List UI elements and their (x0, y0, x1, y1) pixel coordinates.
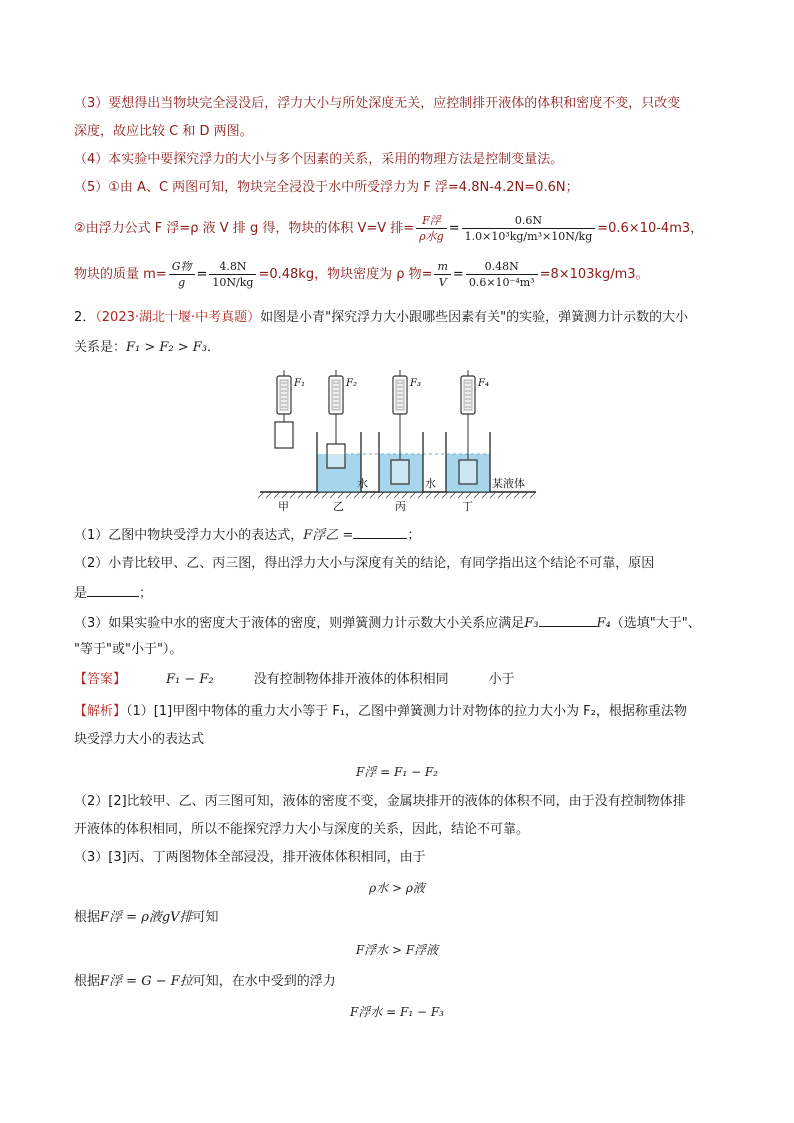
paragraph-5-line-2: ②由浮力公式 F 浮=ρ 液 V 排 g 得，物块的体积 V=V 排= $\frac{\text{F浮}}{\text{ρ水g}}$ = $\frac{0.6N}{\text{1.0×10³kg/m³×10N/kg}}$ =0.6×10-4m3， (74, 214, 704, 243)
answer-line (74, 670, 734, 690)
force-relation: F₁ > F₂ > F₃ (126, 340, 208, 355)
sub-question-2-line-1: （2）小青比较甲、乙、丙三图，得出浮力大小与深度有关的结论，有同学指出这个结论不可靠，原因 (74, 556, 655, 571)
caption-jia: 甲 (278, 500, 289, 513)
question-source: （2023·湖北十堰·中考真题） (95, 310, 261, 325)
sub-question-3-line-1: （3）如果实验中水的密度大于液体的密度，则弹簧测力计示数大小关系应满足F₃ F₄（选填"大于"、 (74, 612, 734, 634)
analysis-line-6: 根据F浮 = ρ液gV排可知 (74, 910, 219, 925)
spring-scale-1 (277, 370, 305, 427)
sub-question-3-line-2: "等于"或"小于"）。 (74, 642, 183, 657)
answer-blank-2[interactable] (87, 582, 139, 597)
gauge-label-4: F₄ (478, 378, 489, 389)
liquid-label-other: 某液体 (492, 477, 525, 490)
volume-result: =0.6×10-4m3， (597, 221, 704, 236)
experiment-figure (254, 368, 544, 514)
paragraph-5-line-1: （5）①由 A、C 两图可知，物块完全浸没于水中所受浮力为 F 浮=4.8N-4.2N=0.6N； (74, 180, 579, 195)
analysis-line-1: 【解析】（1）[1]甲图中物体的重力大小等于 F₁，乙图中弹簧测力计对物体的拉力大小为 F₂，根据称重法物 (74, 704, 687, 719)
paragraph-3-line-1: （3）要想得出当物块完全浸没后，浮力大小与所处深度无关，应控制排开液体的体积和密度不变，只改变 (74, 96, 681, 111)
equation-2: ρ水 > ρ液 (369, 881, 425, 895)
analysis-line-3: （2）[2]比较甲、乙、丙三图可知，液体的密度不变，金属块排开的液体的体积不同，由于没有控制物体排 (74, 794, 686, 809)
paragraph-3-line-2: 深度，故应比较 C 和 D 两图。 (74, 124, 253, 139)
spring-scale-2 (329, 370, 357, 444)
fraction-volume-values: $\frac{0.6N}{\text{1.0×10³kg/m³×10N/kg}}$ (462, 213, 596, 244)
fraction-density-values: $\frac{0.48N}{\text{0.6×10⁻⁴m³}}$ (466, 259, 538, 290)
question-2-stem-line-2: 关系是：F₁ > F₂ > F₃． (74, 340, 221, 355)
block-jia (275, 422, 293, 448)
question-2-stem-line-1: 2．（2023·湖北十堰·中考真题）如图是小青"探究浮力大小跟哪些因素有关"的实验，弹簧测力计示数的大小 (74, 310, 689, 325)
block-yi (327, 444, 345, 468)
volume-formula-prefix: ②由浮力公式 F 浮=ρ 液 V 排 g 得，物块的体积 V=V 排= (74, 221, 415, 236)
equation-1: F浮 = F₁ − F₂ (356, 765, 438, 779)
analysis-line-7: 根据F浮 = G − F拉可知，在水中受到的浮力 (74, 974, 336, 989)
analysis-line-2: 块受浮力大小的表达式 (74, 732, 205, 747)
answer-2: 没有控制物体排开液体的体积相同 (253, 672, 449, 687)
fraction-m-over-v: $\frac{m}{V}$ (434, 259, 450, 290)
analysis-line-4: 开液体的体积相同，所以不能探究浮力大小与深度的关系，因此，结论不可靠。 (74, 822, 530, 837)
spring-scale-3 (393, 370, 421, 460)
answer-1: F₁ − F₂ (166, 672, 214, 687)
liquid-label-water-1: 水 (357, 477, 368, 490)
fraction-f-over-rho-g: $\frac{\text{F浮}}{\text{ρ水g}}$ (416, 213, 447, 244)
caption-yi: 乙 (333, 500, 344, 513)
analysis-label: 【解析】 (74, 704, 127, 719)
paragraph-4: （4）本实验中要探究浮力的大小与多个因素的关系，采用的物理方法是控制变量法。 (74, 152, 564, 167)
gauge-label-2: F₂ (346, 378, 357, 389)
block-bing (391, 460, 409, 484)
answer-label: 【答案】 (74, 672, 127, 687)
paragraph-5-line-3: 物块的质量 m= $\frac{\text{G物}}{g}$ = $\frac{4.8N}{10N/kg}$ =0.48kg，物块密度为 ρ 物= $\frac{m}{V}$ = $\frac{0.48N}{\text{0.6×10⁻⁴m³}}$ =8×103kg/m3。 (74, 260, 649, 289)
liquid-label-water-2: 水 (425, 477, 436, 490)
caption-bing: 丙 (395, 500, 406, 513)
answer-blank-3[interactable] (539, 612, 597, 627)
block-ding (459, 460, 477, 484)
fraction-mass-values: $\frac{4.8N}{10N/kg}$ (209, 259, 256, 290)
sub-question-2-line-2: 是 ； (74, 582, 734, 604)
density-result: =8×103kg/m3。 (539, 267, 649, 282)
gauge-label-3: F₃ (410, 378, 421, 389)
equation-4: F浮水 = F₁ − F₃ (350, 1005, 444, 1019)
caption-ding: 丁 (462, 500, 473, 513)
gauge-label-1: F₁ (294, 378, 305, 389)
spring-scale-4 (461, 370, 489, 460)
analysis-line-5: （3）[3]丙、丁两图物体全部浸没，排开液体体积相同，由于 (74, 850, 426, 865)
equation-3: F浮水 > F浮液 (355, 943, 439, 957)
fraction-g-over-g: $\frac{\text{G物}}{g}$ (169, 259, 195, 290)
sub-question-1: （1）乙图中物块受浮力大小的表达式，F浮乙 = ； (74, 524, 734, 546)
answer-3: 小于 (488, 672, 515, 687)
answer-blank-1[interactable] (353, 524, 407, 539)
